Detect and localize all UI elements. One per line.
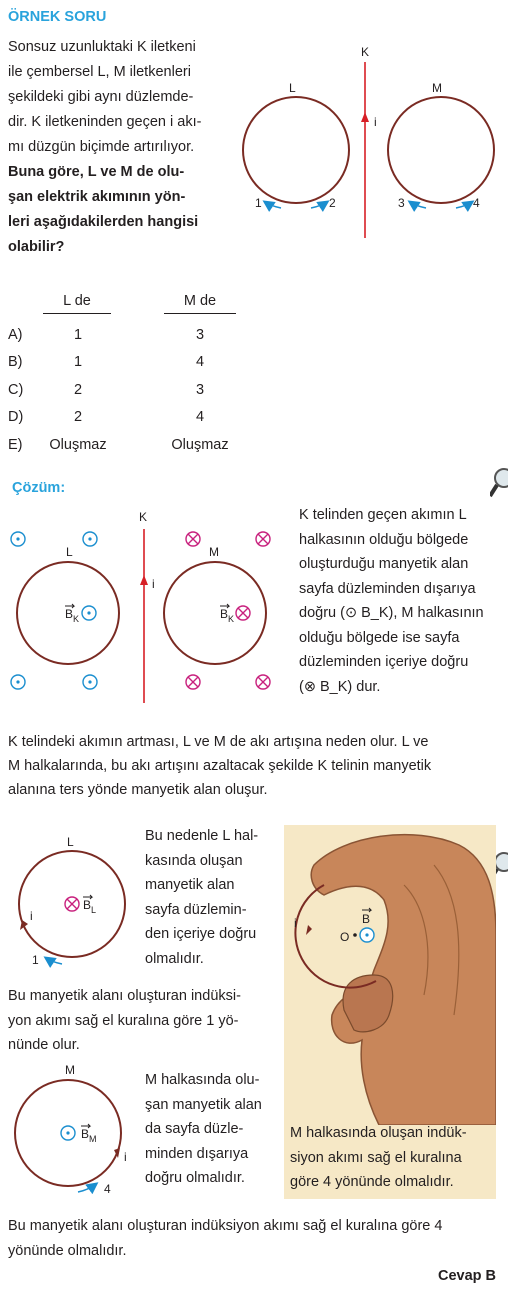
field-in-icon	[186, 532, 200, 546]
loop-l-label: L	[289, 81, 296, 95]
loop-m	[388, 97, 494, 203]
caption-line: göre 4 yönünde olmalıdır.	[290, 1174, 454, 1190]
arrow-1-icon	[265, 202, 281, 208]
field-bk-label: $B_K$	[220, 607, 235, 624]
paragraph-induction-1	[8, 984, 278, 1058]
induced-current-arrow-icon	[306, 925, 312, 935]
explanation-line: halkasının olduğu bölgede	[299, 531, 469, 548]
right-hand-image	[284, 825, 496, 1125]
current-label: i	[124, 1150, 127, 1164]
field-out-icon	[61, 1126, 75, 1140]
current-label: i	[374, 115, 377, 129]
field-bl-label: $B_L$	[83, 898, 97, 915]
option-label: E)	[8, 437, 23, 453]
current-arrow-icon	[140, 575, 148, 585]
arrow-4-icon	[456, 202, 472, 208]
arrow-3-icon	[410, 202, 426, 208]
solution-explanation	[299, 503, 496, 699]
question-line: ile çembersel L, M iletkenleri	[8, 64, 191, 80]
option-m-value: 4	[195, 409, 205, 425]
field-out-icon	[360, 928, 374, 942]
answer-label: Cevap B	[437, 1268, 496, 1284]
paragraph-line: minden dışarıya	[145, 1145, 249, 1162]
explanation-line: sayfa düzleminden dışarıya	[299, 580, 476, 597]
question-line: dir. K iletkeninden geçen i akı-	[8, 114, 202, 130]
option-m-value: 4	[195, 354, 205, 370]
paragraph-line: Bu manyetik alanı oluşturan indüksi-	[8, 988, 241, 1004]
paragraph-line: den içeriye doğru	[145, 926, 257, 942]
paragraph-flux	[8, 730, 500, 802]
right-hand-rule-panel	[284, 825, 496, 1199]
field-b-label: B	[362, 912, 371, 926]
field-out-icon	[82, 606, 96, 620]
explanation-line: K telinden geçen akımın L	[299, 507, 467, 523]
paragraph-line: da sayfa düzle-	[145, 1121, 244, 1137]
question-bold-line: Buna göre, L ve M de olu-	[8, 164, 185, 180]
wire-k-label: K	[139, 510, 148, 524]
loop-l	[243, 97, 349, 203]
field-out-icon	[11, 675, 25, 689]
paragraph-line: Bu manyetik alanı oluşturan indüksiyon akımı sağ el kuralına göre 4	[8, 1218, 443, 1234]
current-arrow-icon	[361, 112, 369, 122]
arrow-2-icon	[311, 202, 327, 208]
paragraph-line: kasında oluşan	[145, 852, 243, 869]
direction-4-label: 4	[104, 1182, 111, 1196]
paragraph-line: M halkasında olu-	[145, 1072, 260, 1088]
paragraph-line: Bu nedenle L hal-	[145, 828, 259, 844]
paragraph-l	[145, 824, 272, 971]
option-l-value: 2	[73, 382, 83, 398]
current-label: i	[294, 916, 297, 930]
magnifier-icon	[490, 466, 508, 500]
paragraph-line: olmalıdır.	[145, 950, 204, 967]
paragraph-line: manyetik alan	[145, 877, 235, 893]
field-in-icon	[65, 897, 79, 911]
option-l-value: Oluşmaz	[49, 437, 107, 453]
option-m-value: Oluşmaz	[171, 437, 229, 453]
explanation-line: (⊗ B_K) dur.	[299, 678, 381, 695]
table-header-l-rule	[43, 313, 111, 314]
arrow-1-icon	[46, 958, 62, 964]
direction-1-label: 1	[255, 196, 262, 210]
question-line: Sonsuz uzunluktaki K iletkeni	[8, 39, 196, 55]
example-title: ÖRNEK SORU	[8, 9, 107, 25]
field-out-icon	[11, 532, 25, 546]
explanation-line: düzleminden içeriye doğru	[299, 654, 469, 670]
explanation-line: olduğu bölgede ise sayfa	[299, 629, 460, 646]
loop-l-label: L	[67, 835, 74, 849]
question-bold-line: şan elektrik akımının yön-	[8, 189, 186, 205]
field-in-icon	[256, 675, 270, 689]
option-label: C)	[8, 382, 24, 398]
loop-l-figure	[0, 828, 140, 973]
center-o-label: O	[340, 930, 350, 944]
current-label: i	[30, 909, 33, 923]
option-m-value: 3	[195, 382, 205, 398]
paragraph-line: yon akımı sağ el kuralına göre 1 yö-	[8, 1012, 239, 1029]
paragraph-line: sayfa düzlemin-	[145, 901, 247, 918]
question-bold-line: olabilir?	[8, 239, 65, 255]
paragraph-line: K telindeki akımın artması, L ve M de akı artışına neden olur. L ve	[8, 734, 429, 750]
loop-m-label: M	[432, 81, 442, 95]
field-bk-label: $B_K$	[65, 607, 80, 624]
wire-k-label: K	[361, 45, 370, 59]
option-m-value: 3	[195, 327, 205, 343]
final-paragraph	[8, 1214, 500, 1263]
paragraph-line: M halkalarında, bu akı artışını azaltacak şekilde K telinin manyetik	[8, 758, 432, 774]
current-label: i	[152, 577, 155, 591]
caption-line: M halkasında oluşan indük-	[290, 1125, 467, 1141]
hand-caption	[290, 1121, 490, 1195]
table-header-l: L de	[63, 293, 91, 309]
explanation-line: doğru (⊙ B_K), M halkasının	[299, 605, 484, 621]
explanation-line: oluşturduğu manyetik alan	[299, 556, 469, 572]
loop-m-figure	[0, 1060, 140, 1200]
loop-m-label: M	[65, 1063, 75, 1077]
field-bm-label: $B_M$	[81, 1127, 97, 1144]
solution-figure	[0, 505, 290, 705]
question-line: mı düzgün biçimde artırılıyor.	[8, 139, 195, 155]
paragraph-line: şan manyetik alan	[145, 1096, 262, 1113]
loop-l-label: L	[66, 545, 73, 559]
loop-m-label: M	[209, 545, 219, 559]
paragraph-line: alanına ters yönde manyetik alan oluşur.	[8, 782, 268, 798]
option-label: D)	[8, 409, 24, 425]
question-line: şekildeki gibi aynı düzlemde-	[8, 89, 194, 105]
question-text	[8, 35, 228, 260]
table-header-m: M de	[183, 293, 217, 309]
caption-line: siyon akımı sağ el kuralına	[290, 1149, 462, 1166]
center-dot	[353, 933, 357, 937]
option-label: B)	[8, 354, 23, 370]
option-l-value: 1	[73, 327, 83, 343]
direction-2-label: 2	[329, 196, 336, 210]
field-out-icon	[83, 675, 97, 689]
hand-palm	[311, 835, 496, 1125]
paragraph-m	[145, 1068, 272, 1191]
direction-4-label: 4	[473, 196, 480, 210]
option-l-value: 2	[73, 409, 83, 425]
paragraph-line: nünde olur.	[8, 1037, 80, 1053]
option-label: A)	[8, 327, 23, 343]
question-figure	[235, 40, 505, 240]
field-in-icon	[256, 532, 270, 546]
field-in-icon	[236, 606, 250, 620]
table-header-m-rule	[164, 313, 236, 314]
field-in-icon	[186, 675, 200, 689]
solution-title: Çözüm:	[12, 480, 66, 496]
paragraph-line: doğru olmalıdır.	[145, 1170, 245, 1186]
option-l-value: 1	[73, 354, 83, 370]
field-out-icon	[83, 532, 97, 546]
paragraph-line: yönünde olmalıdır.	[8, 1242, 127, 1259]
question-bold-line: leri aşağıdakilerden hangisi	[8, 214, 199, 230]
direction-1-label: 1	[32, 953, 39, 967]
direction-3-label: 3	[398, 196, 405, 210]
